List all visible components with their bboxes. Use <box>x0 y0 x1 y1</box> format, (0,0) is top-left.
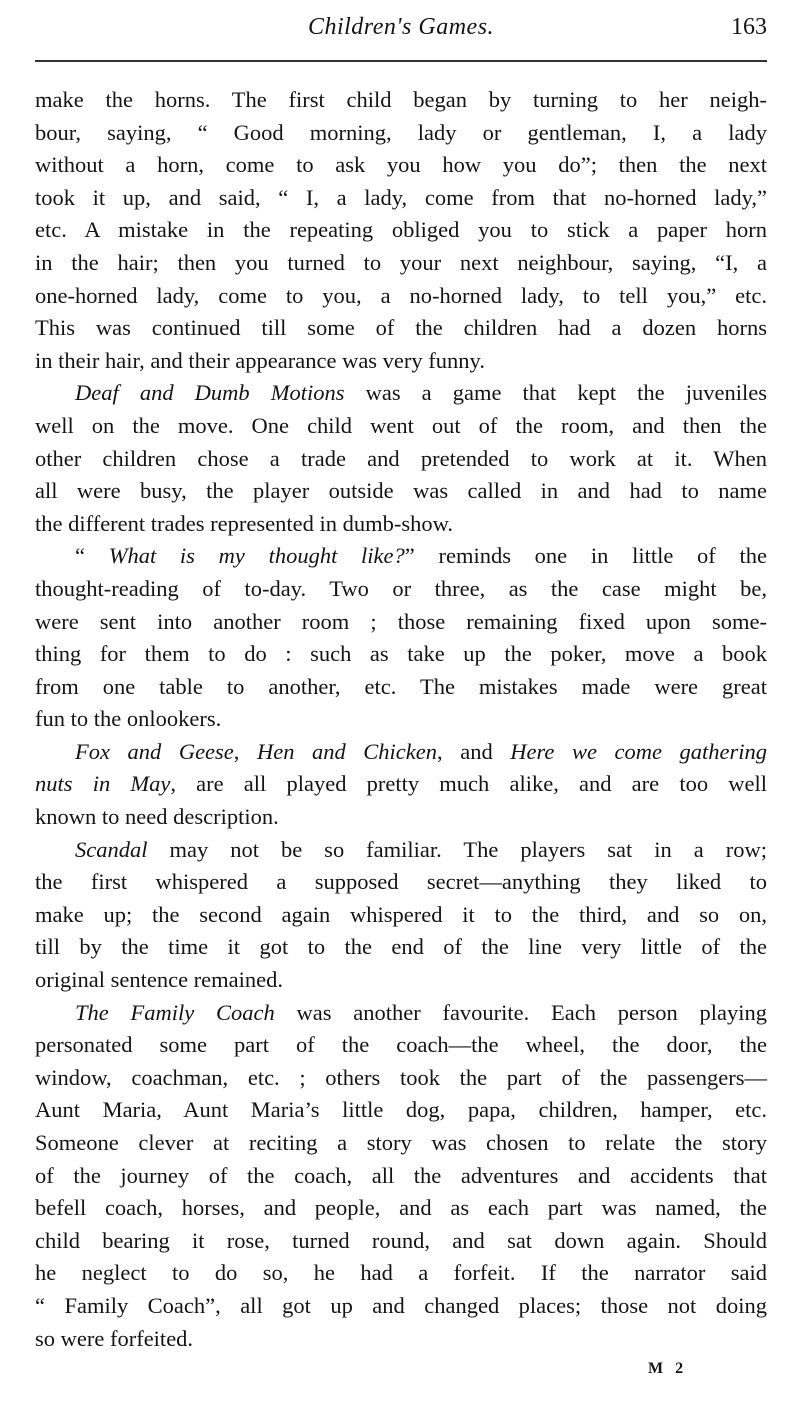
text-line <box>35 84 767 117</box>
text-segment: in the hair; then you turned to your next neighbour, saying, “I, a <box>35 249 767 275</box>
text-line <box>35 149 767 182</box>
paragraph <box>35 377 767 540</box>
text-line <box>35 736 767 769</box>
text-line <box>35 182 767 215</box>
text-line <box>35 1290 767 1323</box>
text-line <box>35 1192 767 1225</box>
text-segment: thing for them to do : such as take up the poker, move a book <box>35 641 767 667</box>
text-segment: child bearing it rose, turned round, and sat down again. Should <box>35 1227 767 1253</box>
text-line <box>35 377 767 410</box>
text-segment: , are all played pretty much alike, and are too well <box>170 771 767 797</box>
text-segment: was another favourite. Each person playing <box>274 999 767 1025</box>
page-header <box>35 14 767 54</box>
text-segment: etc. A mistake in the repeating obliged you to stick a paper horn <box>35 217 767 243</box>
text-segment: befell coach, horses, and people, and as each part was named, the <box>35 1195 767 1221</box>
text-segment: ” reminds one in little of the <box>404 543 767 569</box>
text-line <box>35 1257 767 1290</box>
header-rule <box>35 60 767 62</box>
italic-title-text: Deaf and Dumb Motions <box>75 380 345 406</box>
text-segment: well on the move. One child went out of the room, and then the <box>35 412 767 438</box>
text-segment: from one table to another, etc. The mistakes made were great <box>35 673 767 699</box>
text-segment: the different trades represented in dumb-show. <box>35 510 453 536</box>
text-line <box>35 117 767 150</box>
text-line <box>35 1029 767 1062</box>
text-segment: till by the time it got to the end of the line very little of the <box>35 934 767 960</box>
text-line <box>35 931 767 964</box>
italic-title-text: Here we come gathering <box>510 738 767 764</box>
text-segment: may not be so familiar. The players sat in a row; <box>147 836 767 862</box>
text-segment: he neglect to do so, he had a forfeit. If the narrator said <box>35 1260 767 1286</box>
italic-title-text: What is my thought like? <box>108 543 405 569</box>
text-line <box>35 312 767 345</box>
text-line <box>35 345 767 378</box>
text-segment: one-horned lady, come to you, a no-horned lady, to tell you,” etc. <box>35 282 767 308</box>
text-line <box>35 410 767 443</box>
text-segment: make the horns. The first child began by turning to her neigh- <box>35 87 767 112</box>
running-title: Children's Games. <box>307 14 495 40</box>
text-line <box>35 280 767 313</box>
text-line <box>35 475 767 508</box>
text-line <box>35 540 767 573</box>
text-segment: of the journey of the coach, all the adventures and accidents that <box>35 1162 767 1188</box>
italic-title-text: Fox and Geese <box>75 738 234 764</box>
text-segment: took it up, and said, “ I, a lady, come from that no-horned lady,” <box>35 184 767 210</box>
text-segment: “ Family Coach”, all got up and changed places; those not doing <box>35 1292 767 1318</box>
italic-title-text: nuts in May <box>35 771 171 797</box>
text-segment: all were busy, the player outside was called in and had to name <box>35 478 767 504</box>
text-segment: thought-reading of to-day. Two or three, as the case might be, <box>35 575 767 601</box>
text-line <box>35 573 767 606</box>
text-segment: original sentence remained. <box>35 967 284 993</box>
text-line <box>35 1323 767 1356</box>
text-segment: Someone clever at reciting a story was chosen to relate the story <box>35 1130 767 1155</box>
italic-title-text: The Family Coach <box>75 999 275 1025</box>
text-line <box>35 247 767 280</box>
text-line <box>35 606 767 639</box>
text-line <box>35 1225 767 1258</box>
text-line <box>35 768 767 801</box>
text-segment: , and <box>437 738 511 764</box>
text-line <box>35 834 767 867</box>
text-line <box>35 214 767 247</box>
text-segment: This was continued till some of the children had a dozen horns <box>35 315 767 341</box>
text-segment: window, coachman, etc. ; others took the part of the passengers— <box>35 1064 767 1090</box>
text-segment: was a game that kept the juveniles <box>344 380 767 406</box>
text-segment: were sent into another room ; those remaining fixed upon some- <box>35 608 767 634</box>
italic-title-text: Hen and Chicken <box>256 738 438 764</box>
text-line <box>35 1062 767 1095</box>
text-line <box>35 997 767 1030</box>
page-body <box>35 84 767 1355</box>
text-segment: in their hair, and their appearance was very funny. <box>35 347 485 373</box>
text-segment: fun to the onlookers. <box>35 706 222 732</box>
text-segment: make up; the second again whispered it to the third, and so on, <box>35 901 767 927</box>
text-segment: “ <box>75 543 109 569</box>
text-segment: bour, saying, “ Good morning, lady or gentleman, I, a lady <box>35 119 767 145</box>
text-segment: personated some part of the coach—the wheel, the door, the <box>35 1032 767 1058</box>
text-line <box>35 866 767 899</box>
text-line <box>35 1160 767 1193</box>
text-line <box>35 801 767 834</box>
signature-mark: M 2 <box>648 1360 688 1377</box>
text-segment: the first whispered a supposed secret—anything they liked to <box>35 869 767 895</box>
paragraph <box>35 834 767 997</box>
text-line <box>35 638 767 671</box>
text-segment: other children chose a trade and pretended to work at it. When <box>35 445 767 471</box>
text-segment: , <box>233 738 257 764</box>
paragraph <box>35 84 767 377</box>
text-segment: without a horn, come to ask you how you do”; then the next <box>35 152 767 178</box>
text-line <box>35 508 767 541</box>
paragraph <box>35 997 767 1356</box>
text-line <box>35 964 767 997</box>
italic-title-text: Scandal <box>75 836 148 862</box>
text-line <box>35 443 767 476</box>
text-line <box>35 671 767 704</box>
text-segment: known to need description. <box>35 804 279 830</box>
text-line <box>35 899 767 932</box>
text-segment: Aunt Maria, Aunt Maria’s little dog, papa, children, hamper, etc. <box>35 1097 767 1123</box>
paragraph <box>35 540 767 736</box>
text-line <box>35 1094 767 1127</box>
page-number: 163 <box>731 14 767 40</box>
text-line <box>35 703 767 736</box>
paragraph <box>35 736 767 834</box>
text-segment: so were forfeited. <box>35 1325 194 1351</box>
text-line <box>35 1127 767 1160</box>
